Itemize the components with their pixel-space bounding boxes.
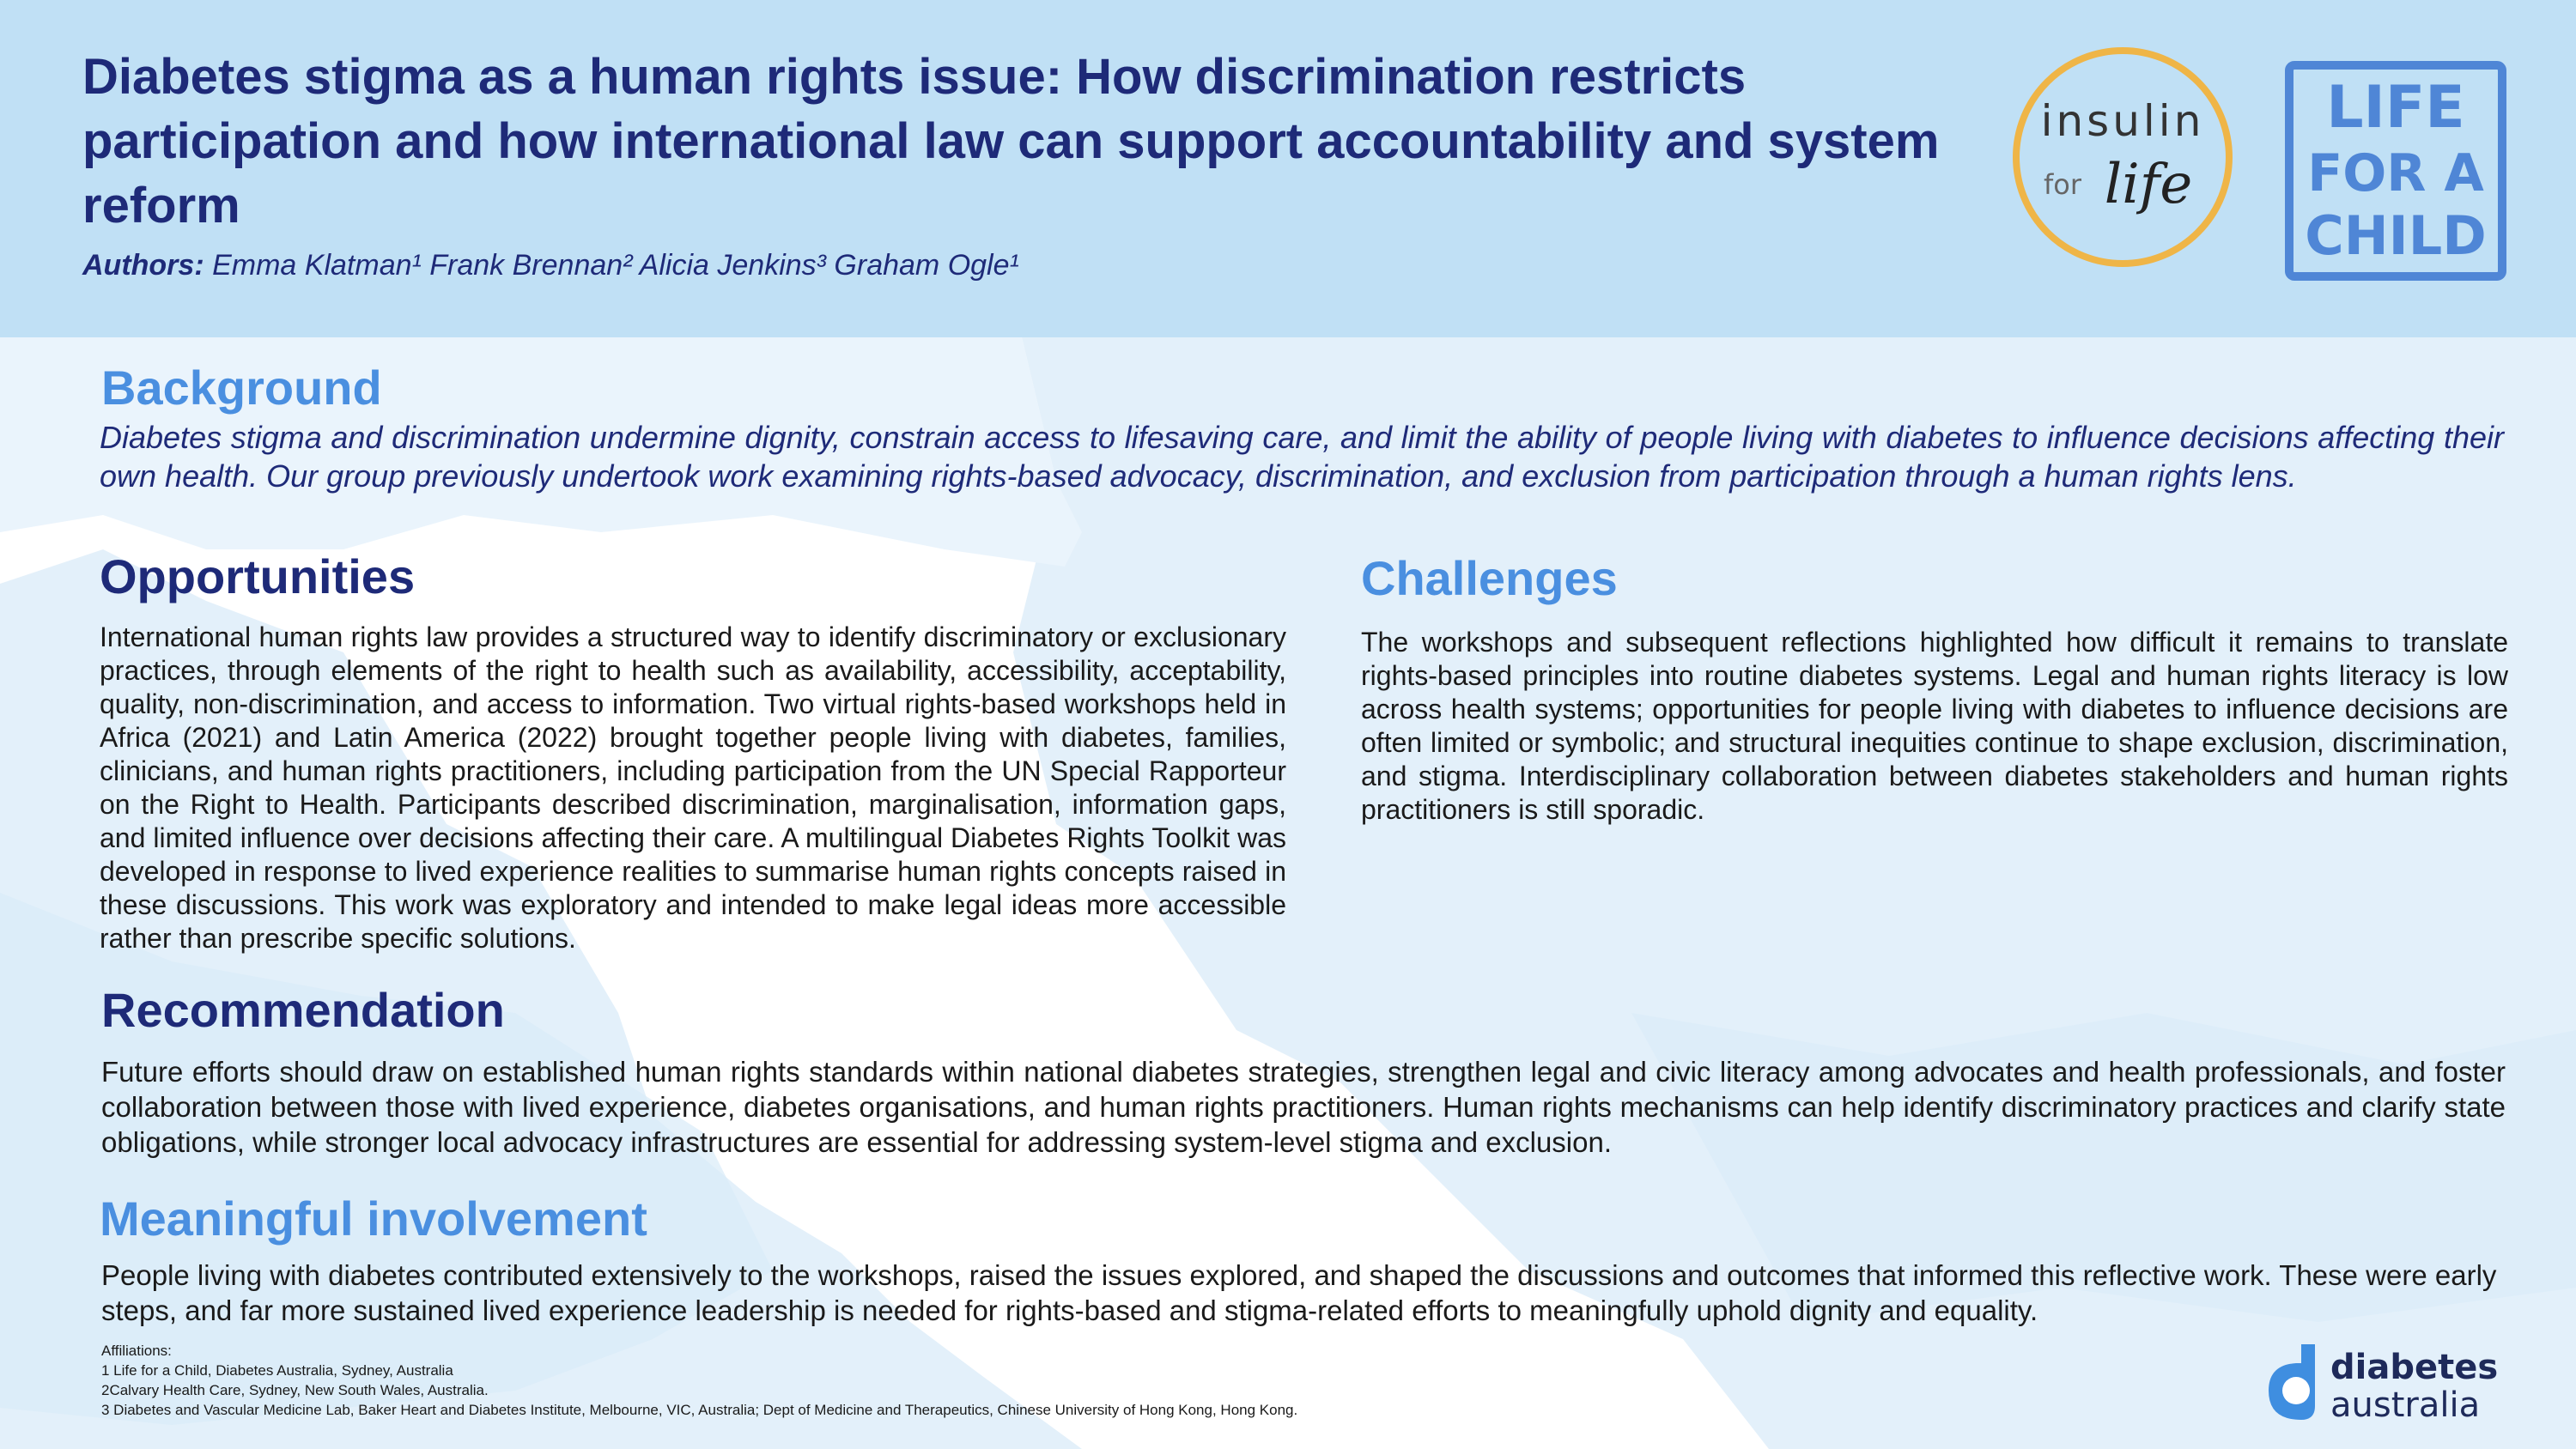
recommendation-text: Future efforts should draw on established human rights standards within national diabetes strategies, strengthen legal and civic literacy among advocates and health professionals, and foster collaboration between those with lived experience, diabetes organisations, and human rights practitioners. Human rights mechanisms can help identify discriminatory practices and clarify state obligations, while stronger local advocacy infrastructures are essential for addressing system-level stigma and exclusion. [101, 1056, 2506, 1158]
affiliation-item: 2Calvary Health Care, Sydney, New South Wales, Australia. [101, 1382, 489, 1398]
life-for-a-child-logo [2284, 60, 2507, 282]
authors-names: Emma Klatman¹ Frank Brennan² Alicia Jenkins³ Graham Ogle¹ [204, 249, 1019, 282]
lfac-logo-line3: CHILD [2305, 204, 2487, 267]
insulin-logo-word3: life [2104, 153, 2193, 216]
opportunities-text: International human rights law provides a structured way to identify discriminatory or exclusionary practices, through elements of the right to health such as availability, accessibility, acceptability, quality, non-discrimination, and access to information. Two virtual rights-based workshops held in Africa (2021) and Latin America (2022) brought together people living with diabetes, families, clinicians, and human rights practitioners, including participation from the UN Special Rapporteur on the Right to Health. Participants described discrimination, marginalisation, information gaps, and limited influence over decisions affecting their care. A multilingual Diabetes Rights Toolkit was developed in response to lived experience realities to summarise human rights concepts raised in these discussions. This work was exploratory and intended to make legal ideas more accessible rather than prescribe specific solutions. [100, 621, 1286, 954]
da-logo-line1: diabetes [2330, 1348, 2499, 1387]
background-text: Diabetes stigma and discrimination undermine dignity, constrain access to lifesaving care, and limit the ability of people living with diabetes to influence decisions affecting their own health. Our group previously undertook work examining rights-based advocacy, discrimination, and exclusion from participation through a human rights lens. [100, 420, 2504, 494]
da-logo-line2: australia [2330, 1385, 2481, 1423]
challenges-heading: Challenges [1361, 551, 1618, 605]
lfac-logo-line2: FOR A [2307, 143, 2484, 203]
insulin-for-life-logo [2002, 39, 2243, 276]
involvement-text: People living with diabetes contributed extensively to the workshops, raised the issues explored, and shaped the discussions and outcomes that informed this reflective work. These were early steps, and far more sustained lived experience leadership is needed for rights-based and stigma-related efforts to meaningfully uphold dignity and equality. [101, 1259, 2497, 1326]
lfac-logo-line1: LIFE [2326, 74, 2465, 142]
affiliation-item: 3 Diabetes and Vascular Medicine Lab, Baker Heart and Diabetes Institute, Melbourne, VIC, Australia; Dept of Medicine and Therapeutics, Chinese University of Hong Kong, Hong Kong. [101, 1402, 1298, 1418]
affiliation-item: 1 Life for a Child, Diabetes Australia, Sydney, Australia [101, 1362, 453, 1379]
opportunities-heading: Opportunities [100, 549, 416, 603]
affiliations-label: Affiliations: [101, 1343, 172, 1359]
involvement-heading: Meaningful involvement [100, 1191, 647, 1246]
diabetes-australia-logo [2262, 1337, 2511, 1423]
authors-line [82, 249, 1019, 282]
challenges-text: The workshops and subsequent reflections highlighted how difficult it remains to translate rights-based principles into routine diabetes systems. Legal and human rights literacy is low across health systems; opportunities for people living with diabetes to influence decisions are often limited or symbolic; and structural inequities continue to shape exclusion, discrimination, and stigma. Interdisciplinary collaboration between diabetes stakeholders and human rights practitioners is still sporadic. [1361, 627, 2508, 825]
insulin-logo-word2: for [2044, 168, 2081, 201]
insulin-logo-word1: insulin [2040, 96, 2205, 146]
authors-label: Authors: [82, 249, 204, 282]
poster-title: Diabetes stigma as a human rights issue: How discrimination restricts participation and how international law can support accountability and system reform [82, 49, 1940, 233]
affiliations [101, 1341, 2162, 1420]
background-heading: Background [101, 361, 382, 415]
recommendation-heading: Recommendation [101, 983, 505, 1037]
